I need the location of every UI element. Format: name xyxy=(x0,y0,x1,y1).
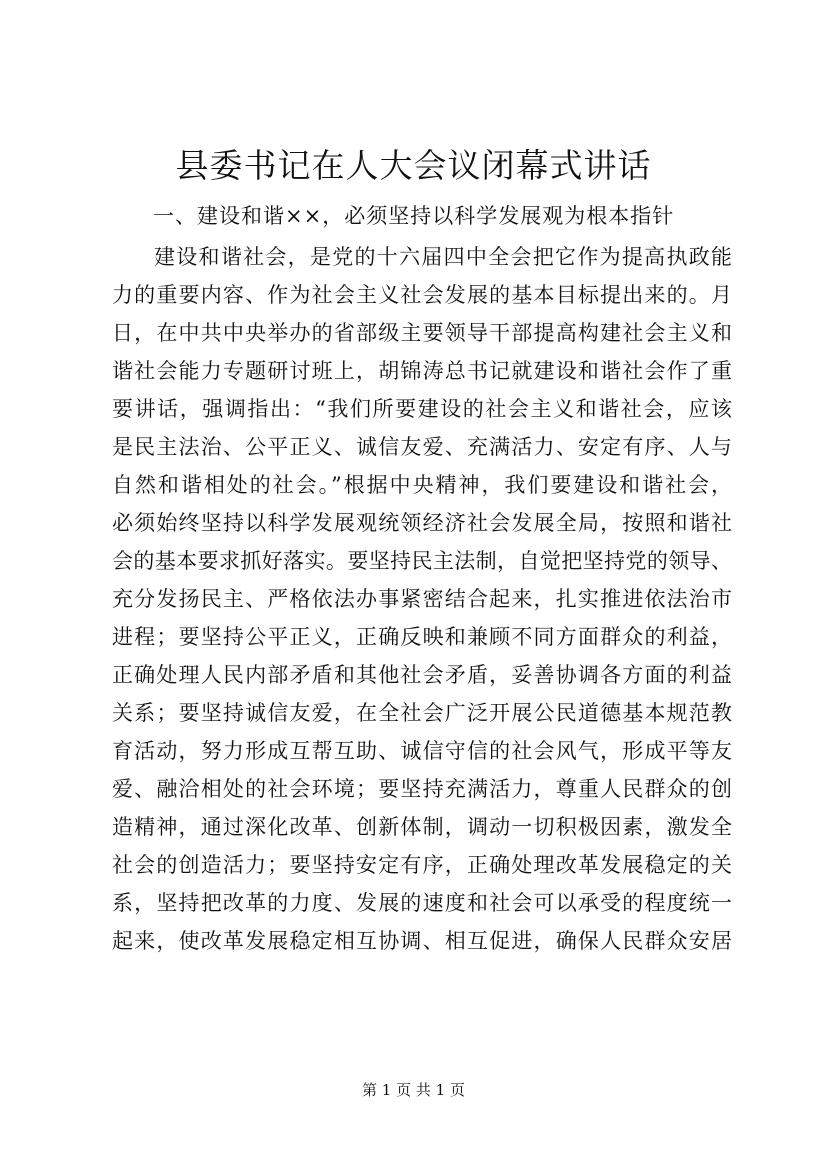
body-line: 造精神，通过深化改革、创新体制，调动一切积极因素，激发全 xyxy=(112,815,732,839)
body-line: 充分发扬民主、严格依法办事紧密结合起来，扎实推进依法治市 xyxy=(112,587,732,611)
body-line: 谐社会能力专题研讨班上，胡锦涛总书记就建设和谐社会作了重 xyxy=(112,359,732,383)
body-line: 起来，使改革发展稳定相互协调、相互促进，确保人民群众安居 xyxy=(112,929,732,953)
body-line: 会的基本要求抓好落实。要坚持民主法制，自觉把坚持党的领导、 xyxy=(112,549,732,573)
document-title: 县委书记在人大会议闭幕式讲话 xyxy=(175,146,652,185)
body-line: 关系；要坚持诚信友爱，在全社会广泛开展公民道德基本规范教 xyxy=(112,701,732,725)
section-heading: 一、建设和谐××，必须坚持以科学发展观为根本指针 xyxy=(153,204,675,228)
body-line: 育活动，努力形成互帮互助、诚信守信的社会风气，形成平等友 xyxy=(112,739,732,763)
body-line: 是民主法治、公平正义、诚信友爱、充满活力、安定有序、人与 xyxy=(112,435,732,459)
body-line: 自然和谐相处的社会。”根据中央精神，我们要建设和谐社会， xyxy=(112,473,732,497)
body-line: 要讲话，强调指出：“我们所要建设的社会主义和谐社会，应该 xyxy=(112,397,732,421)
body-line: 必须始终坚持以科学发展观统领经济社会发展全局，按照和谐社 xyxy=(112,511,732,535)
body-line: 正确处理人民内部矛盾和其他社会矛盾，妥善协调各方面的利益 xyxy=(112,663,732,687)
page-footer: 第 1 页 共 1 页 xyxy=(362,1081,465,1099)
body-line: 系，坚持把改革的力度、发展的速度和社会可以承受的程度统一 xyxy=(112,891,732,915)
body-line: 日，在中共中央举办的省部级主要领导干部提高构建社会主义和 xyxy=(112,321,732,345)
body-line: 爱、融洽相处的社会环境；要坚持充满活力，尊重人民群众的创 xyxy=(112,777,732,801)
body-line: 进程；要坚持公平正义，正确反映和兼顾不同方面群众的利益， xyxy=(112,625,732,649)
body-line: 社会的创造活力；要坚持安定有序，正确处理改革发展稳定的关 xyxy=(112,853,732,877)
body-line: 建设和谐社会，是党的十六届四中全会把它作为提高执政能 xyxy=(154,245,732,269)
body-paragraph xyxy=(112,238,732,960)
body-line: 力的重要内容、作为社会主义社会发展的基本目标提出来的。月 xyxy=(112,283,732,307)
